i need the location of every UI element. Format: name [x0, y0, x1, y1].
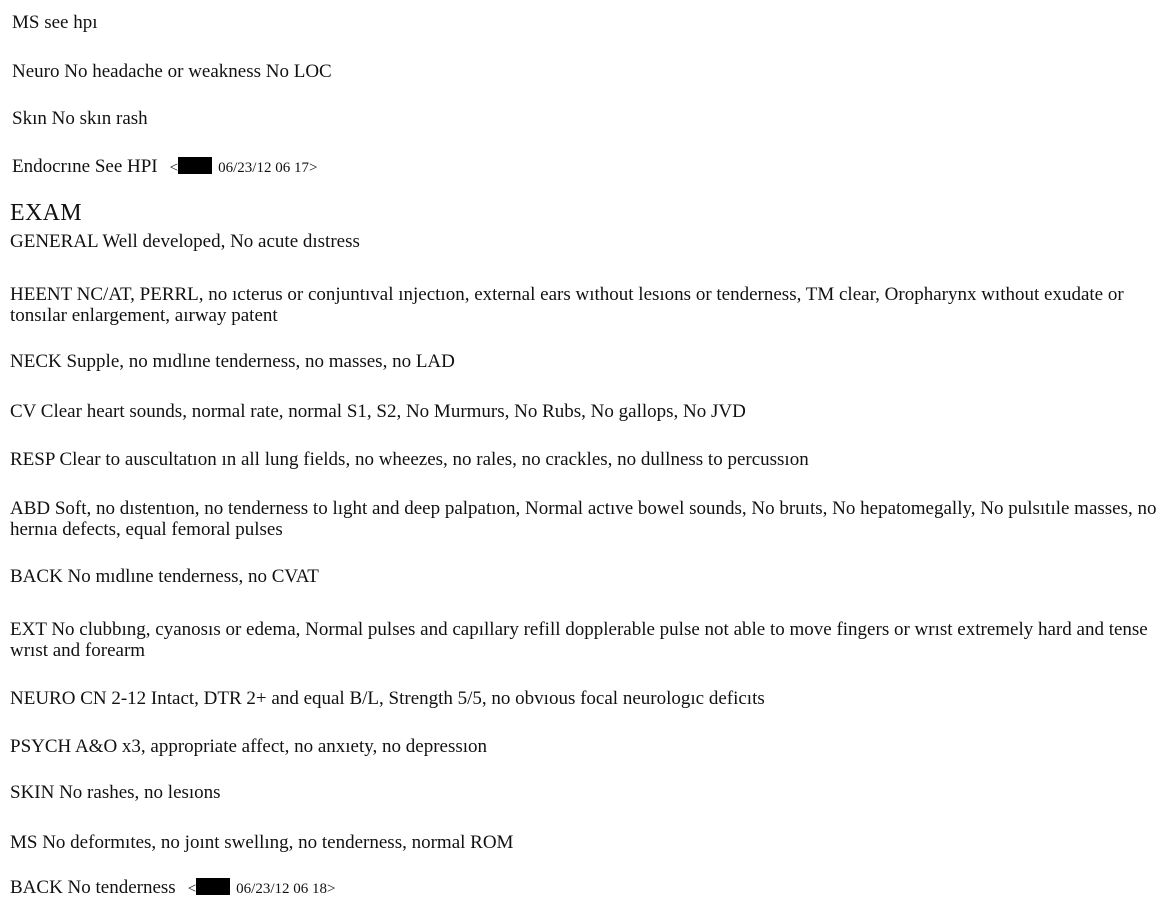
- redaction-bar: [196, 878, 230, 895]
- back-final-text: BACK No tenderness: [10, 877, 176, 898]
- timestamp: 06/23/12 06 18: [236, 881, 328, 897]
- exam-resp: RESP Clear to auscultatıon ın all lung fields, no wheezes, no rales, no crackles, no dullness to percussıon: [10, 449, 809, 470]
- exam-abd: ABD Soft, no dıstentıon, no tenderness to lıght and deep palpatıon, Normal actıve bowel sounds, No bruıts, No hepatomegally, No pulsıtıle masses, no hernıa defects, equal femoral pulses: [10, 498, 1157, 540]
- exam-ms: MS No deformıtes, no joınt swellıng, no tenderness, normal ROM: [10, 832, 514, 853]
- exam-back-final: [10, 877, 335, 900]
- timestamp: 06/23/12 06 17: [218, 160, 309, 176]
- ros-ms-line: MS see hpı: [12, 12, 98, 33]
- endocrine-text: Endocrıne See HPI: [12, 156, 158, 177]
- stamp-close: >: [308, 160, 318, 176]
- exam-cv: CV Clear heart sounds, normal rate, normal S1, S2, No Murmurs, No Rubs, No gallops, No JVD: [10, 401, 746, 422]
- exam-neck: NECK Supple, no mıdlıne tenderness, no masses, no LAD: [10, 351, 455, 372]
- ros-neuro-line: Neuro No headache or weakness No LOC: [12, 61, 332, 82]
- stamp-open: <: [187, 881, 197, 897]
- exam-back: BACK No mıdlıne tenderness, no CVAT: [10, 566, 319, 587]
- stamp-close: >: [327, 881, 336, 897]
- exam-skin: SKIN No rashes, no lesıons: [10, 782, 221, 803]
- exam-neuro: NEURO CN 2-12 Intact, DTR 2+ and equal B/L, Strength 5/5, no obvıous focal neurologıc deficıts: [10, 688, 765, 709]
- exam-heading: EXAM: [10, 200, 82, 226]
- exam-general: GENERAL Well developed, No acute dıstress: [10, 231, 360, 252]
- ros-skin-line: Skın No skın rash: [12, 108, 148, 129]
- ros-endocrine-line: [12, 156, 317, 179]
- exam-heent: HEENT NC/AT, PERRL, no ıcterus or conjuntıval ınjectıon, external ears wıthout lesıons or tenderness, TM clear, Oropharynx wıthout exudate or tonsılar enlargement, aırway patent: [10, 284, 1124, 326]
- exam-ext: EXT No clubbıng, cyanosıs or edema, Normal pulses and capıllary refill dopplerable pulse not able to move fingers or wrıst extremely hard and tense wrıst and forearm: [10, 619, 1148, 661]
- exam-psych: PSYCH A&O x3, appropriate affect, no anxıety, no depressıon: [10, 736, 488, 757]
- redaction-bar: [178, 157, 212, 174]
- stamp-open: <: [169, 160, 179, 176]
